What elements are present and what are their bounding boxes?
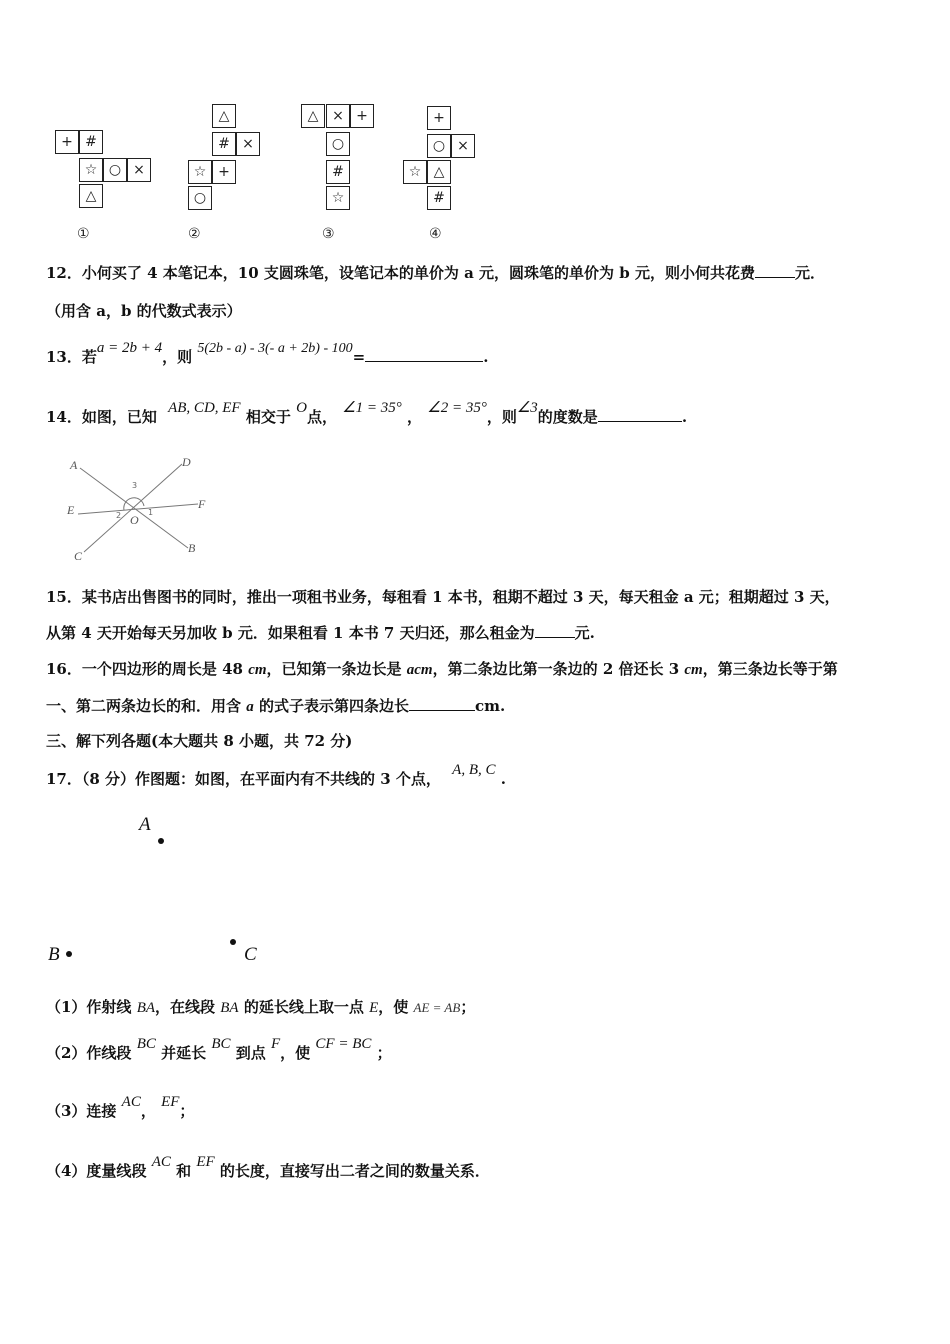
fig-angle-2: 2 — [116, 511, 122, 520]
s4-text-c: 的长度，直接写出二者之间的数量关系． — [219, 1162, 490, 1180]
q16-text-b: ，已知第一条边长是 — [266, 660, 407, 678]
net-cell: + — [55, 130, 79, 154]
q17-points: A, B, C — [452, 762, 496, 778]
q14-point: O — [296, 400, 307, 416]
s3-text-a: （3）连接 — [46, 1102, 117, 1120]
question-16-line2 — [46, 695, 505, 716]
answer-blank — [365, 347, 483, 362]
q17-end: . — [500, 770, 506, 788]
net-cell: ☆ — [79, 158, 103, 182]
net-cell: × — [236, 132, 260, 156]
s2-text-e: ； — [376, 1044, 392, 1062]
q13-condition: a = 2b + 4 — [96, 340, 163, 356]
q17-step-1 — [46, 996, 475, 1017]
net-label: ④ — [429, 226, 442, 242]
net-cell: △ — [79, 184, 103, 208]
q14-mid1: 相交于 — [245, 408, 291, 426]
s2-F: F — [271, 1036, 281, 1052]
net-cell: × — [326, 104, 350, 128]
net-cell: ○ — [326, 132, 350, 156]
s1-text-d: ，使 — [378, 998, 409, 1016]
q16-tail: cm. — [474, 697, 506, 715]
point-C-label: C — [244, 944, 257, 965]
net-cell: ○ — [103, 158, 127, 182]
net-cell: ☆ — [403, 160, 427, 184]
q14-angle1: ∠1 = 35° — [342, 400, 402, 416]
q17-prefix: 17．（8 分）作图题：如图，在平面内有不共线的 3 个点， — [46, 770, 441, 788]
net-cell: △ — [301, 104, 325, 128]
s1-condition: AE = AB — [413, 1000, 461, 1015]
net-cell: + — [212, 160, 236, 184]
s1-text-b: ，在线段 — [155, 998, 216, 1016]
s2-text-a: （2）作线段 — [46, 1044, 132, 1062]
s1-text-a: （1）作射线 — [46, 998, 132, 1016]
s2-text-b: 并延长 — [161, 1044, 207, 1062]
answer-blank — [598, 407, 682, 422]
q13-mid: ，则 — [162, 348, 193, 366]
net-cell: # — [79, 130, 103, 154]
q14-sep: ， — [407, 408, 423, 426]
q12-text: 12．小何买了 4 本笔记本，10 支圆珠笔，设笔记本的单价为 a 元，圆珠笔的单价为 b 元，则小何共花费 — [46, 264, 755, 282]
q16-a: a — [246, 699, 254, 715]
q16-text-a: 16．一个四边形的周长是 48 — [46, 660, 249, 678]
answer-blank — [755, 263, 795, 278]
fig-label-C: C — [74, 549, 83, 563]
net-cell: ☆ — [326, 186, 350, 210]
point-B-dot — [66, 951, 72, 957]
s1-E: E — [369, 1000, 379, 1016]
q17-step-2 — [46, 1036, 392, 1063]
net-cell: # — [212, 132, 236, 156]
net-cell: △ — [212, 104, 236, 128]
section-3-heading: 三、解下列各题(本大题共 8 小题，共 72 分) — [46, 732, 353, 750]
s4-text-a: （4）度量线段 — [46, 1162, 147, 1180]
q14-angle3: ∠3 — [516, 400, 538, 416]
point-A-label: A — [139, 814, 151, 835]
net-label: ③ — [322, 226, 335, 242]
question-13 — [46, 340, 489, 367]
fig-label-E: E — [67, 503, 75, 517]
q14-lines: AB, CD, EF — [168, 400, 241, 416]
answer-blank — [535, 623, 575, 638]
net-label: ② — [188, 226, 201, 242]
q13-eq: = — [352, 348, 366, 366]
fig-label-B: B — [188, 541, 196, 555]
s1-text-e: ； — [460, 998, 476, 1016]
net-label: ① — [77, 226, 90, 242]
q16-unit: cm — [248, 662, 267, 678]
answer-blank — [409, 696, 475, 711]
net-cell: ○ — [427, 134, 451, 158]
net-cell: △ — [427, 160, 451, 184]
fig-label-A: A — [70, 458, 78, 472]
q12-note: （用含 a，b 的代数式表示） — [46, 302, 242, 320]
net-cell: × — [127, 158, 151, 182]
q14-angle2: ∠2 = 35° — [427, 400, 487, 416]
s3-EF: EF — [161, 1094, 180, 1110]
fig-label-D: D — [182, 455, 191, 469]
question-15-line2 — [46, 622, 595, 643]
q14-tail: 的度数是 — [537, 408, 598, 426]
q16-acm: acm — [406, 662, 433, 678]
net-cell: × — [451, 134, 475, 158]
point-C-dot — [230, 939, 236, 945]
question-17 — [46, 762, 506, 789]
point-A-dot — [158, 838, 164, 844]
s3-text-c: ； — [179, 1102, 195, 1120]
s2-BC: BC — [136, 1036, 156, 1052]
s4-AC: AC — [151, 1154, 171, 1170]
fig-label-F: F — [198, 497, 206, 511]
s1-text-c: 的延长线上取一点 — [243, 998, 364, 1016]
question-16-line1 — [46, 658, 838, 679]
point-B-label: B — [48, 944, 60, 965]
s1-BA: BA — [136, 1000, 156, 1016]
q16-text-d: ，第三条边长等于第 — [702, 660, 838, 678]
fig-label-O: O — [130, 513, 139, 527]
s2-text-d: ，使 — [280, 1044, 311, 1062]
q14-prefix: 14．如图，已知 — [46, 408, 157, 426]
q16-text-f: 的式子表示第四条边长 — [253, 697, 409, 715]
q12-tail: 元． — [794, 264, 825, 282]
q14-end: . — [681, 408, 688, 426]
q17-step-4 — [46, 1154, 490, 1181]
q15-tail: 元. — [574, 624, 595, 642]
s2-condition: CF = BC — [315, 1036, 372, 1052]
s4-EF: EF — [196, 1154, 215, 1170]
q16-unit-2: cm — [684, 662, 703, 678]
q16-text-c: ，第二条边比第一条边的 2 倍还长 3 — [432, 660, 685, 678]
net-cell: # — [427, 186, 451, 210]
net-cell: # — [326, 160, 350, 184]
s3-text-b: ， — [140, 1102, 156, 1120]
fig-angle-1: 1 — [148, 508, 154, 517]
question-14 — [46, 400, 688, 427]
q13-expression: 5(2b - a) - 3(- a + 2b) - 100 — [197, 341, 353, 356]
q16-text-e: 一、第二两条边长的和．用含 — [46, 697, 247, 715]
q13-end: . — [483, 348, 489, 366]
figure-14-intersecting-lines — [60, 452, 220, 564]
question-12 — [46, 262, 825, 283]
question-15-line1: 15．某书店出售图书的同时，推出一项租书业务，每租看 1 本书，租期不超过 3 天，每天租金 a 元；租期超过 3 天， — [46, 588, 840, 606]
net-cell: ☆ — [188, 160, 212, 184]
net-cell: ○ — [188, 186, 212, 210]
q14-mid3: ，则 — [486, 408, 517, 426]
q14-mid2: 点， — [306, 408, 337, 426]
q15-line2-text: 从第 4 天开始每天另加收 b 元．如果租看 1 本书 7 天归还，那么租金为 — [46, 624, 535, 642]
s2-text-c: 到点 — [235, 1044, 266, 1062]
net-cell: + — [350, 104, 374, 128]
s4-text-b: 和 — [176, 1162, 192, 1180]
q17-step-3 — [46, 1094, 195, 1121]
s3-AC: AC — [121, 1094, 141, 1110]
net-cell: + — [427, 106, 451, 130]
q13-prefix: 13．若 — [46, 348, 97, 366]
fig-angle-3: 3 — [132, 481, 138, 490]
s1-BA-2: BA — [220, 1000, 239, 1016]
s2-BC-2: BC — [211, 1036, 231, 1052]
